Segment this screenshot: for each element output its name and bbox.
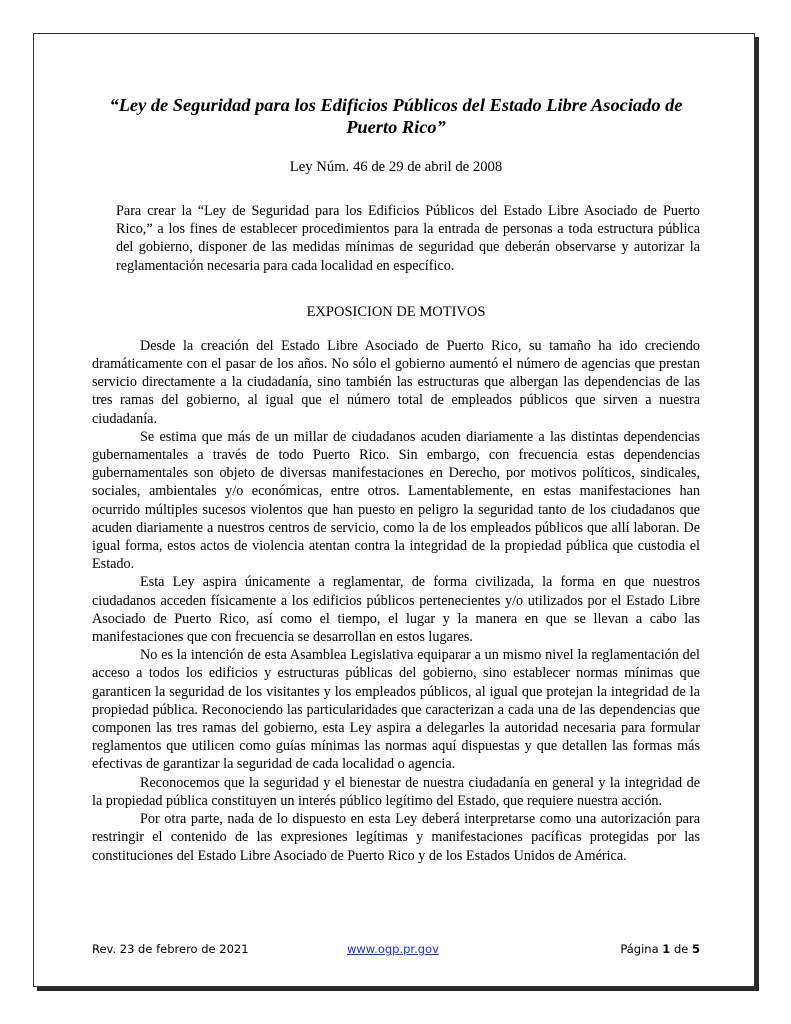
page-footer xyxy=(92,942,700,962)
paragraph: Por otra parte, nada de lo dispuesto en esta Ley deberá interpretarse como una autorización para restringir el contenido de las expresiones legítimas y manifestaciones pacíficas protegidas por las constituciones del Estado Libre Asociado de Puerto Rico y de los Estados Unidos de América. xyxy=(92,811,700,864)
section-heading: EXPOSICION DE MOTIVOS xyxy=(306,303,486,320)
paragraph: No es la intención de esta Asamblea Legislativa equiparar a un mismo nivel la reglamentación del acceso a todos los edificios y estructuras públicas del gobierno, sino establecer normas mínimas que garanticen la seguridad de los visitantes y los empleados públicos, al igual que protejan la integridad de la propiedad pública. Reconociendo las particularidades que caracterizan a cada una de las dependencias que componen las tres ramas del gobierno, esta Ley aspira a delegarles la autoridad necesaria para formular reglamentos que utilicen como guías mínimas las normas aquí dispuestas y que detallen las formas más efectivas de garantizar la seguridad de cada localidad o agencia. xyxy=(92,647,700,773)
paragraph: Esta Ley aspira únicamente a reglamentar, de forma civilizada, la forma en que nuestros ciudadanos acceden físicamente a los edificios públicos pertenecientes y/o utilizados por el Estado Libre Asociado de Puerto Rico, así como el tiempo, el lugar y la manera en que se llevan a cabo las manifestaciones que con frecuencia se desarrollan en estos lugares. xyxy=(92,574,700,646)
page-number xyxy=(620,942,700,956)
page-number-total: 5 xyxy=(691,942,700,956)
document-body xyxy=(92,94,700,865)
page-number-mid: de xyxy=(670,942,692,956)
document-subtitle: Ley Núm. 46 de 29 de abril de 2008 xyxy=(289,159,503,175)
document-summary: Para crear la “Ley de Seguridad para los Edificios Públicos del Estado Libre Asociado de Puerto Rico,” a los fines de establecer procedimientos para la entrada de personas a toda estructura pública del gobierno, disponer de las medidas mínimas de seguridad que deberán observarse y autorizar la reglamentación necesaria para cada localidad en específico. xyxy=(116,203,700,274)
page-number-current: 1 xyxy=(662,942,671,956)
page-number-prefix: Página xyxy=(620,942,663,956)
paragraph: Reconocemos que la seguridad y el bienestar de nuestra ciudadanía en general y la integridad de la propiedad pública constituyen un interés público legítimo del Estado, que requiere nuestra acción. xyxy=(92,774,700,809)
paragraph: Desde la creación del Estado Libre Asociado de Puerto Rico, su tamaño ha ido creciendo dramáticamente con el pasar de los años. No sólo el gobierno aumentó el número de agencias que prestan servicio directamente a la ciudadanía, sino también las estructuras que albergan las dependencias de las tres ramas del gobierno, al igual que el número total de empleados públicos que sirven a nuestra ciudadanía. xyxy=(92,337,700,427)
document-title: “Ley de Seguridad para los Edificios Públicos del Estado Libre Asociado de Puerto Rico” xyxy=(109,95,683,137)
website-link[interactable]: www.ogp.pr.gov xyxy=(347,942,439,956)
document-page xyxy=(33,33,755,987)
revision-date: Rev. 23 de febrero de 2021 xyxy=(92,942,249,956)
paragraph: Se estima que más de un millar de ciudadanos acuden diariamente a las distintas dependencias gubernamentales a través de todo Puerto Rico. Sin embargo, con frecuencia estas dependencias gubernamentales son objeto de diversas manifestaciones en Derecho, por motivos políticos, sindicales, sociales, ambientales y/o económicas, entre otros. Lamentablemente, en estas manifestaciones han ocurrido múltiples sucesos violentos que han puesto en peligro la seguridad tanto de los ciudadanos que acuden diariamente a nuestros centros de servicio, como la de los empleados públicos que allí laboran. De igual forma, estos actos de violencia atentan contra la integridad de la propiedad pública que custodia el Estado. xyxy=(92,428,700,573)
